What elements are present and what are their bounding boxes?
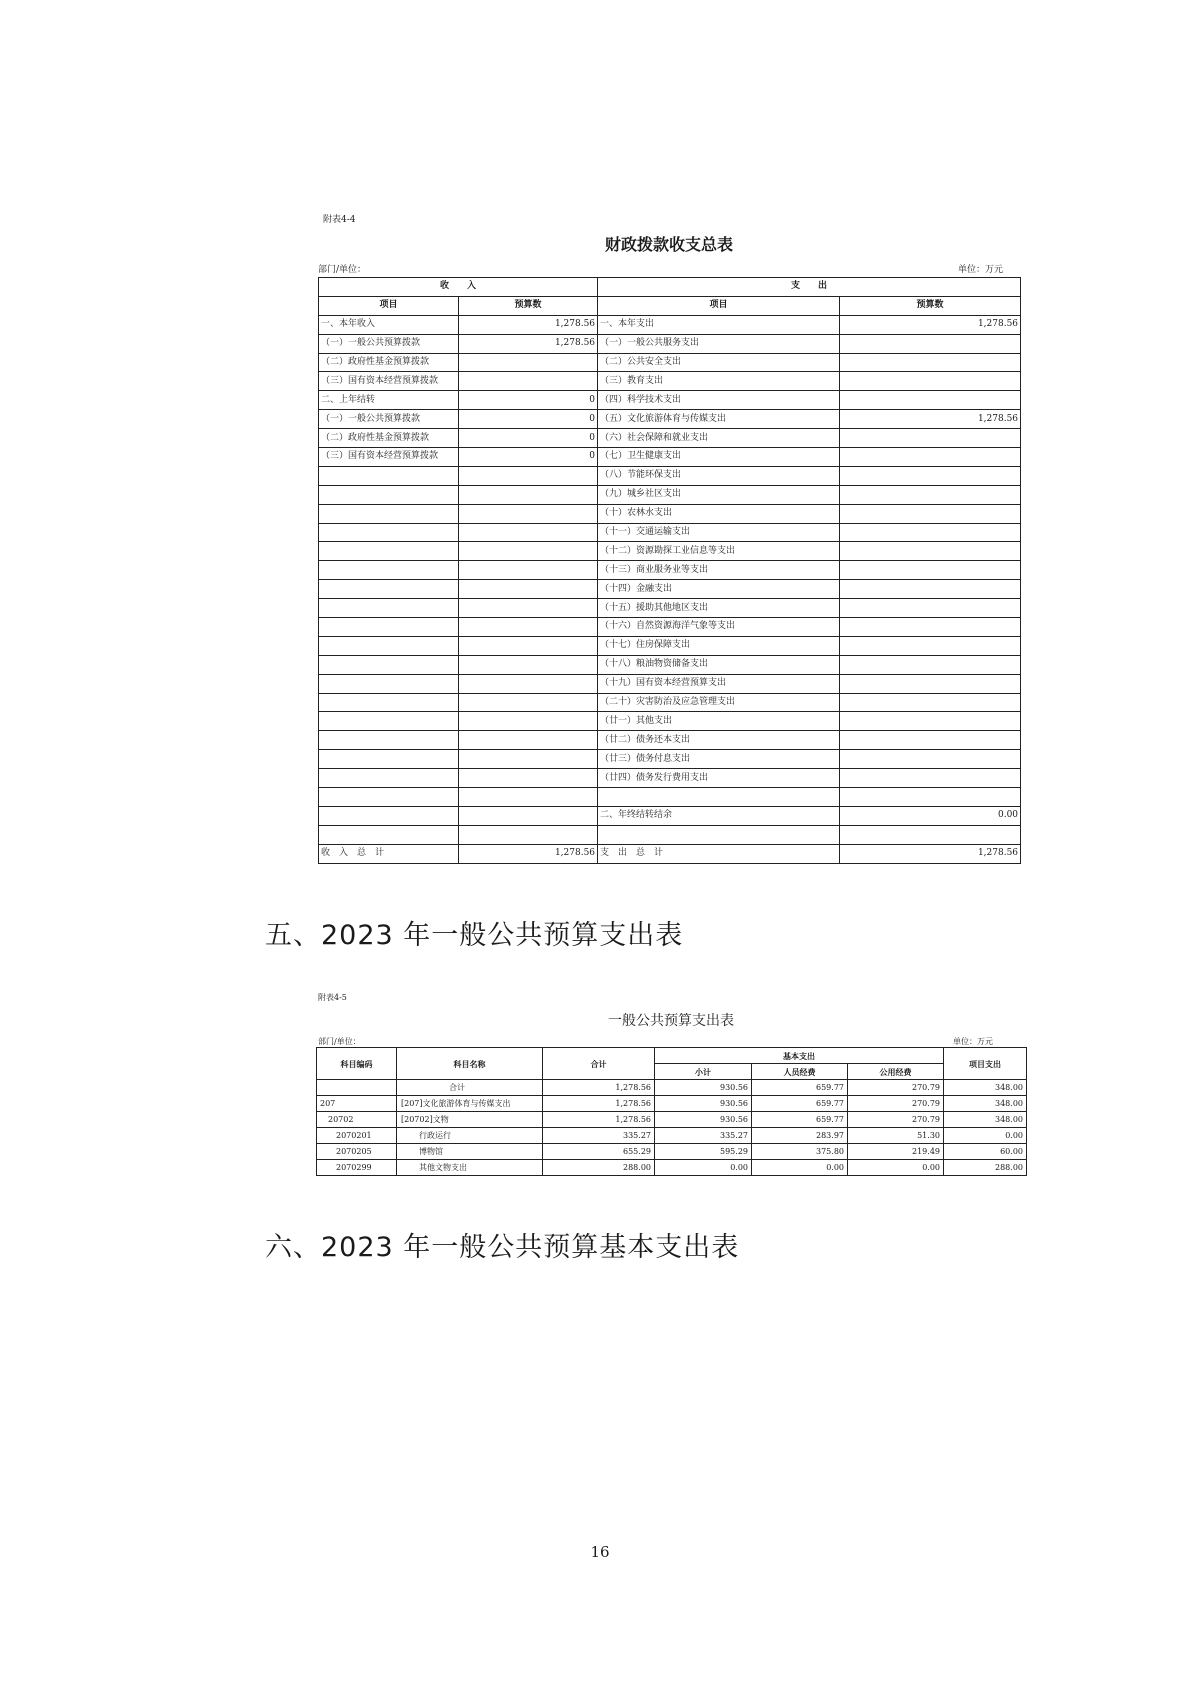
income-item-cell xyxy=(319,825,459,844)
total-cell: 655.29 xyxy=(543,1144,655,1160)
table-row xyxy=(317,1112,1027,1128)
income-item-cell xyxy=(319,731,459,750)
income-budget-cell xyxy=(459,372,598,391)
expense-budget-cell xyxy=(840,731,1021,750)
expense-budget-cell xyxy=(840,599,1021,618)
table-row xyxy=(317,1080,1027,1096)
income-budget-cell xyxy=(459,542,598,561)
income-item-cell xyxy=(319,542,459,561)
subtotal-header: 小计 xyxy=(655,1064,752,1080)
income-budget-cell: 0 xyxy=(459,391,598,410)
expense-item-header: 项目 xyxy=(598,296,840,315)
table-row xyxy=(319,731,1021,750)
general-public-budget-expenditure-table xyxy=(316,1047,1027,1176)
table-4-4-title: 财政拨款收支总表 xyxy=(604,235,733,254)
table-row xyxy=(319,372,1021,391)
income-item-cell xyxy=(319,674,459,693)
public-funds-cell: 0.00 xyxy=(848,1160,944,1176)
income-item-cell xyxy=(319,466,459,485)
income-budget-cell xyxy=(459,693,598,712)
income-item-cell xyxy=(319,580,459,599)
income-budget-cell xyxy=(459,788,598,807)
table-4-5-label: 附表4-5 xyxy=(318,993,347,1002)
basic-expenditure-header: 基本支出 xyxy=(655,1048,944,1064)
table-row xyxy=(319,806,1021,825)
income-item-cell: （三）国有资本经营预算拨款 xyxy=(319,372,459,391)
expense-item-cell: （十八）粮油物资储备支出 xyxy=(598,655,840,674)
income-budget-cell xyxy=(459,599,598,618)
project-cell: 348.00 xyxy=(944,1080,1027,1096)
expense-budget-cell xyxy=(840,542,1021,561)
income-item-cell xyxy=(319,561,459,580)
income-item-cell: （一）一般公共预算拨款 xyxy=(319,334,459,353)
subject-name-cell: 行政运行 xyxy=(397,1128,543,1144)
income-budget-cell xyxy=(459,618,598,637)
project-cell: 0.00 xyxy=(944,1128,1027,1144)
table-row xyxy=(319,504,1021,523)
income-item-cell: （一）一般公共预算拨款 xyxy=(319,410,459,429)
income-budget-cell: 1,278.56 xyxy=(459,315,598,334)
expense-budget-cell xyxy=(840,448,1021,467)
subject-name-cell: 博物馆 xyxy=(397,1144,543,1160)
expense-item-cell: （一）一般公共服务支出 xyxy=(598,334,840,353)
table-4-5-unit: 单位：万元 xyxy=(953,1037,993,1046)
income-budget-cell: 0 xyxy=(459,448,598,467)
income-item-cell xyxy=(319,599,459,618)
income-item-cell xyxy=(319,750,459,769)
income-budget-cell xyxy=(459,353,598,372)
income-item-cell xyxy=(319,788,459,807)
income-budget-cell: 0 xyxy=(459,429,598,448)
expense-item-cell: （廿三）债务付息支出 xyxy=(598,750,840,769)
personnel-header: 人员经费 xyxy=(752,1064,848,1080)
expense-item-cell: （二）公共安全支出 xyxy=(598,353,840,372)
income-budget-cell xyxy=(459,674,598,693)
table-row xyxy=(319,825,1021,844)
personnel-cell: 283.97 xyxy=(752,1128,848,1144)
subtotal-cell: 0.00 xyxy=(655,1160,752,1176)
expense-item-cell xyxy=(598,825,840,844)
subject-code-cell: 2070205 xyxy=(317,1144,397,1160)
income-budget-cell xyxy=(459,523,598,542)
expense-budget-cell xyxy=(840,504,1021,523)
expense-budget-cell xyxy=(840,485,1021,504)
income-item-cell xyxy=(319,712,459,731)
table-4-5-dept: 部门/单位： xyxy=(318,1037,361,1046)
personnel-cell: 0.00 xyxy=(752,1160,848,1176)
income-item-cell: （三）国有资本经营预算拨款 xyxy=(319,448,459,467)
expense-item-cell: （廿二）债务还本支出 xyxy=(598,731,840,750)
page-number: 16 xyxy=(590,1543,610,1561)
subject-code-cell xyxy=(317,1080,397,1096)
income-budget-header: 预算数 xyxy=(459,296,598,315)
expense-budget-cell xyxy=(840,561,1021,580)
expense-budget-cell xyxy=(840,618,1021,637)
fiscal-appropriation-summary-table xyxy=(318,277,1021,864)
income-item-cell xyxy=(319,523,459,542)
section-6-heading: 六、2023 年一般公共预算基本支出表 xyxy=(265,1232,740,1263)
total-cell: 1,278.56 xyxy=(543,1112,655,1128)
expense-item-cell: （十四）金融支出 xyxy=(598,580,840,599)
table-4-4-unit: 单位：万元 xyxy=(958,265,1004,275)
expense-budget-cell xyxy=(840,580,1021,599)
table-row xyxy=(319,636,1021,655)
table-row xyxy=(319,391,1021,410)
income-item-cell: 一、本年收入 xyxy=(319,315,459,334)
public-funds-cell: 270.79 xyxy=(848,1112,944,1128)
income-budget-cell xyxy=(459,636,598,655)
subject-code-cell: 2070201 xyxy=(317,1128,397,1144)
income-budget-cell xyxy=(459,712,598,731)
income-budget-cell xyxy=(459,655,598,674)
table-row xyxy=(319,618,1021,637)
expense-item-cell: （十九）国有资本经营预算支出 xyxy=(598,674,840,693)
public-funds-cell: 270.79 xyxy=(848,1096,944,1112)
income-budget-cell xyxy=(459,769,598,788)
income-item-cell xyxy=(319,769,459,788)
expense-item-cell: （八）节能环保支出 xyxy=(598,466,840,485)
subject-code-cell: 207 xyxy=(317,1096,397,1112)
table-row xyxy=(319,693,1021,712)
subtotal-cell: 930.56 xyxy=(655,1080,752,1096)
table-row xyxy=(319,788,1021,807)
income-item-cell xyxy=(319,655,459,674)
table-row xyxy=(319,599,1021,618)
expense-item-cell: （十三）商业服务业等支出 xyxy=(598,561,840,580)
project-expenditure-header: 项目支出 xyxy=(944,1048,1027,1080)
income-item-cell xyxy=(319,806,459,825)
income-budget-cell xyxy=(459,504,598,523)
income-item-cell: （二）政府性基金预算拨款 xyxy=(319,429,459,448)
subject-name-header: 科目名称 xyxy=(397,1048,543,1080)
income-item-cell xyxy=(319,504,459,523)
expense-item-cell: （十二）资源勘探工业信息等支出 xyxy=(598,542,840,561)
expense-budget-cell: 0.00 xyxy=(840,806,1021,825)
income-budget-cell xyxy=(459,750,598,769)
subtotal-cell: 930.56 xyxy=(655,1096,752,1112)
expense-budget-cell: 1,278.56 xyxy=(840,844,1021,863)
subject-name-cell: [20702]文物 xyxy=(397,1112,543,1128)
expense-item-cell: （四）科学技术支出 xyxy=(598,391,840,410)
income-budget-cell: 1,278.56 xyxy=(459,844,598,863)
expense-item-cell: （廿四）债务发行费用支出 xyxy=(598,769,840,788)
expense-budget-cell xyxy=(840,391,1021,410)
expense-budget-cell xyxy=(840,750,1021,769)
public-funds-cell: 270.79 xyxy=(848,1080,944,1096)
table-row xyxy=(319,410,1021,429)
income-budget-cell xyxy=(459,466,598,485)
income-item-header: 项目 xyxy=(319,296,459,315)
project-cell: 348.00 xyxy=(944,1096,1027,1112)
expense-item-cell: （五）文化旅游体育与传媒支出 xyxy=(598,410,840,429)
table-row xyxy=(319,429,1021,448)
income-budget-cell xyxy=(459,825,598,844)
income-item-cell xyxy=(319,618,459,637)
table-row xyxy=(319,561,1021,580)
income-budget-cell xyxy=(459,731,598,750)
table-row xyxy=(317,1144,1027,1160)
personnel-cell: 375.80 xyxy=(752,1144,848,1160)
expense-budget-cell xyxy=(840,693,1021,712)
table-row xyxy=(319,448,1021,467)
expense-budget-cell xyxy=(840,636,1021,655)
personnel-cell: 659.77 xyxy=(752,1096,848,1112)
expense-budget-cell xyxy=(840,466,1021,485)
income-budget-cell xyxy=(459,580,598,599)
income-item-cell xyxy=(319,693,459,712)
expense-item-cell: （十六）自然资源海洋气象等支出 xyxy=(598,618,840,637)
table-row xyxy=(317,1128,1027,1144)
expense-budget-cell xyxy=(840,788,1021,807)
expense-item-cell: （九）城乡社区支出 xyxy=(598,485,840,504)
table-row xyxy=(319,844,1021,863)
table-row xyxy=(319,466,1021,485)
public-funds-cell: 219.49 xyxy=(848,1144,944,1160)
income-header: 收 入 xyxy=(319,278,598,297)
expense-item-cell: （十五）援助其他地区支出 xyxy=(598,599,840,618)
total-cell: 1,278.56 xyxy=(543,1096,655,1112)
table-row xyxy=(319,655,1021,674)
expense-item-cell: （二十）灾害防治及应急管理支出 xyxy=(598,693,840,712)
subject-code-cell: 2070299 xyxy=(317,1160,397,1176)
table-row xyxy=(319,542,1021,561)
expense-budget-cell xyxy=(840,334,1021,353)
subtotal-cell: 930.56 xyxy=(655,1112,752,1128)
expense-item-cell: 支 出 总 计 xyxy=(598,844,840,863)
income-item-cell: 二、上年结转 xyxy=(319,391,459,410)
table-row xyxy=(319,334,1021,353)
expense-item-cell: （六）社会保障和就业支出 xyxy=(598,429,840,448)
table-row xyxy=(319,769,1021,788)
income-budget-cell xyxy=(459,806,598,825)
income-budget-cell xyxy=(459,561,598,580)
table-row xyxy=(319,353,1021,372)
section-5-heading: 五、2023 年一般公共预算支出表 xyxy=(265,920,684,951)
table-row xyxy=(319,315,1021,334)
income-budget-cell: 0 xyxy=(459,410,598,429)
expense-budget-cell xyxy=(840,769,1021,788)
expense-budget-cell: 1,278.56 xyxy=(840,410,1021,429)
total-cell: 288.00 xyxy=(543,1160,655,1176)
subject-code-cell: 20702 xyxy=(317,1112,397,1128)
expense-item-cell: （十）农林水支出 xyxy=(598,504,840,523)
income-budget-cell xyxy=(459,485,598,504)
table-row xyxy=(319,523,1021,542)
expense-budget-cell xyxy=(840,655,1021,674)
table-row xyxy=(317,1096,1027,1112)
income-budget-cell: 1,278.56 xyxy=(459,334,598,353)
expense-item-cell: 二、年终结转结余 xyxy=(598,806,840,825)
expense-budget-cell xyxy=(840,429,1021,448)
expense-item-cell: （廿一）其他支出 xyxy=(598,712,840,731)
expense-header: 支 出 xyxy=(598,278,1021,297)
expense-budget-cell xyxy=(840,674,1021,693)
expense-item-cell: （七）卫生健康支出 xyxy=(598,448,840,467)
expense-budget-cell xyxy=(840,523,1021,542)
table-row xyxy=(319,580,1021,599)
total-header: 合计 xyxy=(543,1048,655,1080)
income-item-cell xyxy=(319,485,459,504)
expense-item-cell: （十一）交通运输支出 xyxy=(598,523,840,542)
total-cell: 335.27 xyxy=(543,1128,655,1144)
table-row xyxy=(319,750,1021,769)
income-item-cell: 收 入 总 计 xyxy=(319,844,459,863)
subtotal-cell: 595.29 xyxy=(655,1144,752,1160)
total-cell: 1,278.56 xyxy=(543,1080,655,1096)
expense-budget-header: 预算数 xyxy=(840,296,1021,315)
income-item-cell: （二）政府性基金预算拨款 xyxy=(319,353,459,372)
personnel-cell: 659.77 xyxy=(752,1080,848,1096)
expense-item-cell: （十七）住房保障支出 xyxy=(598,636,840,655)
expense-budget-cell xyxy=(840,372,1021,391)
table-4-4-label: 附表4-4 xyxy=(323,215,356,225)
expense-item-cell: 一、本年支出 xyxy=(598,315,840,334)
expense-budget-cell: 1,278.56 xyxy=(840,315,1021,334)
public-funds-header: 公用经费 xyxy=(848,1064,944,1080)
subject-name-cell: 合计 xyxy=(397,1080,543,1096)
table-4-5-title: 一般公共预算支出表 xyxy=(608,1013,734,1029)
subject-name-cell: 其他文物支出 xyxy=(397,1160,543,1176)
subtotal-cell: 335.27 xyxy=(655,1128,752,1144)
table-4-4-dept: 部门/单位： xyxy=(318,265,367,275)
expense-budget-cell xyxy=(840,712,1021,731)
project-cell: 288.00 xyxy=(944,1160,1027,1176)
expense-item-cell: （三）教育支出 xyxy=(598,372,840,391)
expense-budget-cell xyxy=(840,825,1021,844)
table-row xyxy=(319,712,1021,731)
table-row xyxy=(319,485,1021,504)
project-cell: 60.00 xyxy=(944,1144,1027,1160)
subject-code-header: 科目编码 xyxy=(317,1048,397,1080)
table-row xyxy=(319,674,1021,693)
table-row xyxy=(317,1160,1027,1176)
income-item-cell xyxy=(319,636,459,655)
subject-name-cell: [207]文化旅游体育与传媒支出 xyxy=(397,1096,543,1112)
project-cell: 348.00 xyxy=(944,1112,1027,1128)
personnel-cell: 659.77 xyxy=(752,1112,848,1128)
expense-budget-cell xyxy=(840,353,1021,372)
expense-item-cell xyxy=(598,788,840,807)
public-funds-cell: 51.30 xyxy=(848,1128,944,1144)
